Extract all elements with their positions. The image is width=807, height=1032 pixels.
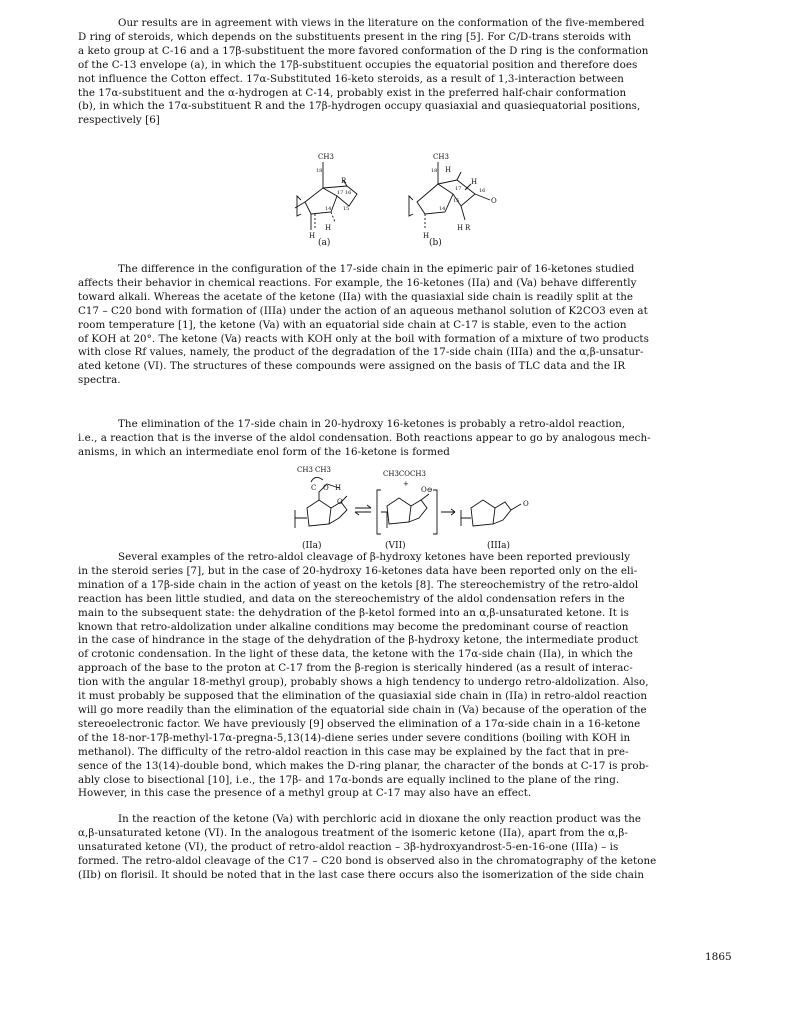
text-line: of KOH at 20°. The ketone (Va) reacts with KOH only at the boil with formation of a mixture of two products <box>78 332 649 345</box>
fig1-c16-b: 16 <box>479 188 486 194</box>
paragraph-1 <box>78 17 742 128</box>
text-line: approach of the base to the proton at C-17 from the β-region is sterically hindered (as a result of interac- <box>78 662 633 675</box>
text-line: D ring of steroids, which depends on the substituents present in the ring [5]. For C/D-trans steroids with <box>78 30 632 43</box>
fig2-plus: + <box>403 480 409 488</box>
paragraph-4 <box>78 551 742 801</box>
text-line: sence of the 13(14)-double bond, which makes the D-ring planar, the character of the bonds at C-17 is prob- <box>78 759 649 772</box>
text-line: in the steroid series [7], but in the case of 20-hydroxy 16-ketones data have been reported only on the eli- <box>78 564 638 577</box>
text-line: of crotonic condensation. In the light of these data, the ketone with the 17α-side chain (IIa), in which the <box>78 648 633 661</box>
paragraph-5 <box>78 813 742 883</box>
text-line: i.e., a reaction that is the inverse of the aldol condensation. Both reactions appear to go by analogous mech- <box>78 431 651 444</box>
fig1-h-b2: H <box>457 224 464 232</box>
fig1-h-a1: H <box>309 232 316 240</box>
fig2-o-ring: O <box>337 498 343 506</box>
text-line: main to the subsequent state: the dehydration of the β-ketol formed into an α,β-unsaturated ketone. It is <box>78 606 629 619</box>
text-line: methanol). The difficulty of the retro-aldol reaction in this case may be explained by the fact that in pre- <box>78 745 629 758</box>
fig1-h-a2: H <box>325 224 332 232</box>
text-line: known that retro-aldolization under alkaline conditions may become the predominant course of reaction <box>78 620 629 633</box>
text-line: anisms, in which an intermediate enol form of the 16-ketone is formed <box>78 445 450 458</box>
paragraph-2 <box>78 263 742 388</box>
text-line: with close Rf values, namely, the product of the degradation of the 17-side chain (IIIa) and the α,β-unsatur- <box>78 346 644 359</box>
fig1-c17-b: 17 <box>455 186 462 192</box>
fig1-h-b1: H <box>423 232 430 240</box>
fig1-c15-b: 15 <box>453 198 460 204</box>
text-line: it must probably be supposed that the elimination of the quasiaxial side chain in (IIa) in retro-aldol reaction <box>78 690 648 703</box>
fig1-c18-b: 18 <box>431 168 438 174</box>
caption-VII: (VII) <box>385 541 406 551</box>
text-line: In the reaction of the ketone (Va) with perchloric acid in dioxane the only reaction product was the <box>118 813 642 825</box>
text-line: room temperature [1], the ketone (Va) with an equatorial side chain at C-17 is stable, even to the action <box>78 318 627 331</box>
fig1-c14-b: 14 <box>439 206 446 212</box>
text-line: formed. The retro-aldol cleavage of the C17 – C20 bond is observed also in the chromatography of the ketone <box>78 854 657 867</box>
fig1-ch3-b: CH3 <box>433 153 449 161</box>
fig1-c15-a: 15 <box>343 206 350 212</box>
fig2-ch3-1: CH3 <box>297 466 313 474</box>
text-line: ably close to bisectional [10], i.e., the 17β- and 17α-bonds are equally inclined to the plane of the ring. <box>78 773 620 786</box>
fig2-ch3-2: CH3 <box>315 466 331 474</box>
page-number: 1865 <box>705 951 732 963</box>
figure-caption-b: (b) <box>429 238 442 248</box>
paragraph-3 <box>78 418 742 460</box>
caption-IIa: (IIa) <box>302 541 322 551</box>
fig1-c18-a: 18 <box>316 168 323 174</box>
fig2-acetone: CH3COCH3 <box>383 470 426 478</box>
figure-caption-a: (a) <box>318 238 331 248</box>
retro-aldol-scheme <box>285 462 555 554</box>
text-line: of the C-13 envelope (a), in which the 17β-substituent occupies the equatorial position and therefore does <box>78 58 638 71</box>
fig2-o-right: O <box>523 500 529 508</box>
fig2-c: C <box>311 484 317 492</box>
text-line: respectively [6] <box>78 114 160 127</box>
text-line: reaction has been little studied, and data on the stereochemistry of the aldol condensation refers in the <box>78 592 625 605</box>
fig1-h-b-mid: H <box>471 178 478 186</box>
fig1-ch3-a: CH3 <box>318 153 334 161</box>
fig1-r-b: R <box>465 224 471 232</box>
text-line: tion with the angular 18-methyl group), probably shows a high tendency to undergo retro-aldolization. Also, <box>78 676 649 689</box>
text-line: in the case of hindrance in the stage of the dehydration of the β-hydroxy ketone, the intermediate product <box>78 634 639 647</box>
text-line: the 17α-substituent and the α-hydrogen at C-14, probably exist in the preferred half-chair conformation <box>78 86 627 99</box>
text-line: affects their behavior in chemical reactions. For example, the 16-ketones (IIa) and (Va) behave differently <box>78 276 637 289</box>
text-line: unsaturated ketone (VI), the product of retro-aldol reaction – 3β-hydroxyandrost-5-en-16-one (IIIa) – is <box>78 840 619 853</box>
fig1-c14-a: 14 <box>325 206 332 212</box>
fig1-h-b-top: H <box>445 166 452 174</box>
text-line: stereoelectronic factor. We have previously [9] observed the elimination of a 17α-side chain in a 16-ketone <box>78 717 641 730</box>
text-line: (b), in which the 17α-substituent R and the 17β-hydrogen occupy quasiaxial and quasiequatorial positions, <box>78 100 641 113</box>
text-line: (IIb) on florisil. It should be noted that in the last case there occurs also the isomerization of the side chain <box>78 868 645 881</box>
text-line: spectra. <box>78 374 121 387</box>
text-line: The elimination of the 17-side chain in 20-hydroxy 16-ketones is probably a retro-aldol reaction, <box>118 418 626 430</box>
text-line: of the 18-nor-17β-methyl-17α-pregna-5,13(14)-diene series under severe conditions (boiling with KOH in <box>78 731 631 744</box>
text-line: α,β-unsaturated ketone (VI). In the analogous treatment of the isomeric ketone (IIa), apart from the α,β- <box>78 826 628 839</box>
fig2-o-minus: O⊖ <box>421 486 433 494</box>
text-line: However, in this case the presence of a methyl group at C-17 may also have an effect. <box>78 787 532 800</box>
fig2-h: H <box>335 484 342 492</box>
text-line: ated ketone (VI). The structures of these compounds were assigned on the basis of TLC data and the IR <box>78 360 626 373</box>
text-line: not influence the Cotton effect. 17α-Substituted 16-keto steroids, as a result of 1,3-interaction between <box>78 72 624 85</box>
text-line: Our results are in agreement with views in the literature on the conformation of the five-membered <box>118 17 645 29</box>
text-line: a keto group at C-16 and a 17β-substituent the more favored conformation of the D ring is the conformation <box>78 44 649 57</box>
fig1-c16-a: 16 <box>345 190 352 196</box>
fig1-c17-a: 17 <box>337 190 344 196</box>
fig1-o-b: O <box>491 197 497 205</box>
fig1-r-a: R <box>341 177 347 185</box>
text-line: toward alkali. Whereas the acetate of the ketone (IIa) with the quasiaxial side chain is readily split at the <box>78 290 634 303</box>
text-line: mination of a 17β-side chain in the action of yeast on the ketols [8]. The stereochemistry of the retro-aldol <box>78 578 639 591</box>
fig2-o: O <box>323 484 329 492</box>
text-line: Several examples of the retro-aldol cleavage of β-hydroxy ketones have been reported previously <box>118 551 631 563</box>
caption-IIIa: (IIIa) <box>487 541 511 551</box>
text-line: will go more readily than the elimination of the equatorial side chain in (Va) because of the operation of the <box>78 703 647 716</box>
text-line: C17 – C20 bond with formation of (IIIa) under the action of an aqueous methanol solution of K2CO3 even at <box>78 304 648 317</box>
text-line: The difference in the configuration of the 17-side chain in the epimeric pair of 16-ketones studied <box>118 263 635 275</box>
